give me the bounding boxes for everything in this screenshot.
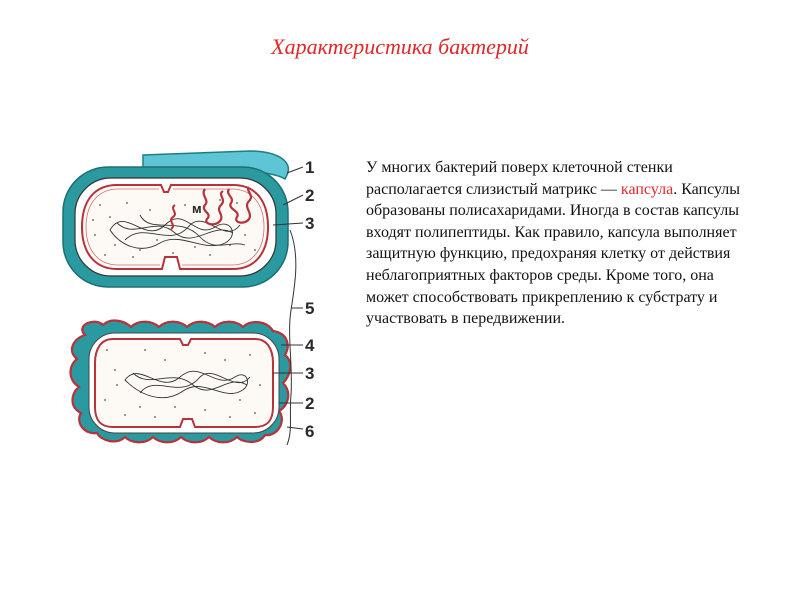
bottom-cell-membrane: [95, 339, 273, 427]
cell-membrane: [82, 185, 268, 269]
callout-2-top: 2: [305, 186, 315, 205]
mesosome-label: м: [192, 201, 202, 216]
callout-1: 1: [305, 158, 315, 177]
paragraph-rest: . Капсулы образованы полисахаридами. Иногда в состав капсулы входят полипептиды. Как правило, капсула выполняет защитную функцию, предохраняя клетку от действия неблагоприятных факторов среды. Кроме того, она может способствовать прикреплению к субстрату и участвовать в передвижении.: [366, 180, 741, 328]
slide-title: Характеристика бактерий: [271, 34, 529, 59]
bacteria-diagram: [55, 145, 345, 455]
callout-4: 4: [305, 336, 315, 355]
callout-3-bottom: 3: [305, 364, 315, 383]
callout-3-top: 3: [305, 214, 315, 233]
description-paragraph: [366, 157, 742, 330]
callout-labels: [305, 158, 315, 441]
callout-2-bottom: 2: [305, 394, 315, 413]
callout-6: 6: [305, 422, 315, 441]
bottom-bacterium: [71, 321, 291, 443]
capsule-term: капсула: [620, 180, 674, 198]
callout-5: 5: [305, 299, 315, 318]
paragraph-intro: У многих бактерий поверх клеточной стенки располагается слизистый матрикс —: [366, 159, 673, 198]
top-bacterium: [63, 151, 288, 287]
